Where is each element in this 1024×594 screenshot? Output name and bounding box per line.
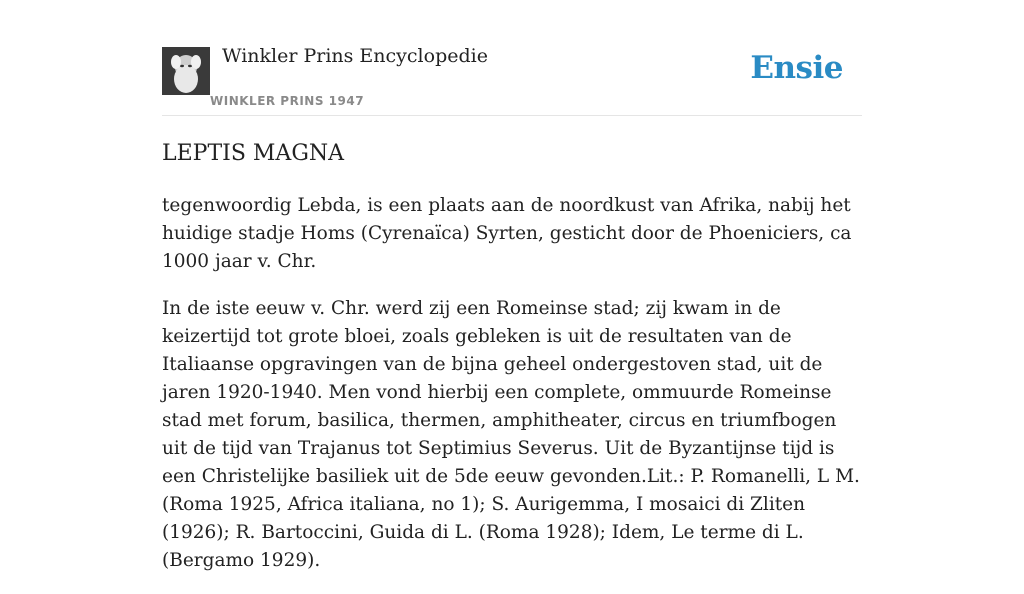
entry-title: LEPTIS MAGNA (162, 141, 345, 166)
entry-paragraph: In de iste eeuw v. Chr. werd zij een Romeinse stad; zij kwam in de keizertijd tot grote bloei, zoals gebleken is uit de resultaten van de Italiaanse opgravingen van de bijna geheel ondergestoven stad, uit de jaren 1920-1940. Men vond hierbij een complete, ommuurde Romeinse stad met forum, basilica, thermen, amphitheater, circus en triumfbogen uit de tijd van Trajanus tot Septimius Severus. Uit de Byzantijnse tijd is een Christelijke basiliek uit de 5de eeuw gevonden.Lit.: P. Romanelli, L M. (Roma 1925, Africa italiana, no 1); S. Aurigemma, I mosaici di Zliten (1926); R. Bartoccini, Guida di L. (Roma 1928); Idem, Le terme di L. (Bergamo 1929). (162, 298, 860, 571)
ensie-logo[interactable]: Ensie (750, 50, 843, 86)
portrait-avatar-icon[interactable] (162, 47, 210, 95)
source-header (162, 0, 862, 116)
content-container (162, 0, 862, 571)
source-title[interactable]: Winkler Prins Encyclopedie (222, 45, 488, 67)
entry-body (162, 192, 862, 594)
source-subtitle[interactable]: WINKLER PRINS 1947 (210, 94, 365, 108)
entry-paragraph: tegenwoordig Lebda, is een plaats aan de noordkust van Afrika, nabij het huidige stadje Homs (Cyrenaïca) Syrten, gesticht door de Phoeniciers, ca 1000 jaar v. Chr. (162, 195, 852, 272)
